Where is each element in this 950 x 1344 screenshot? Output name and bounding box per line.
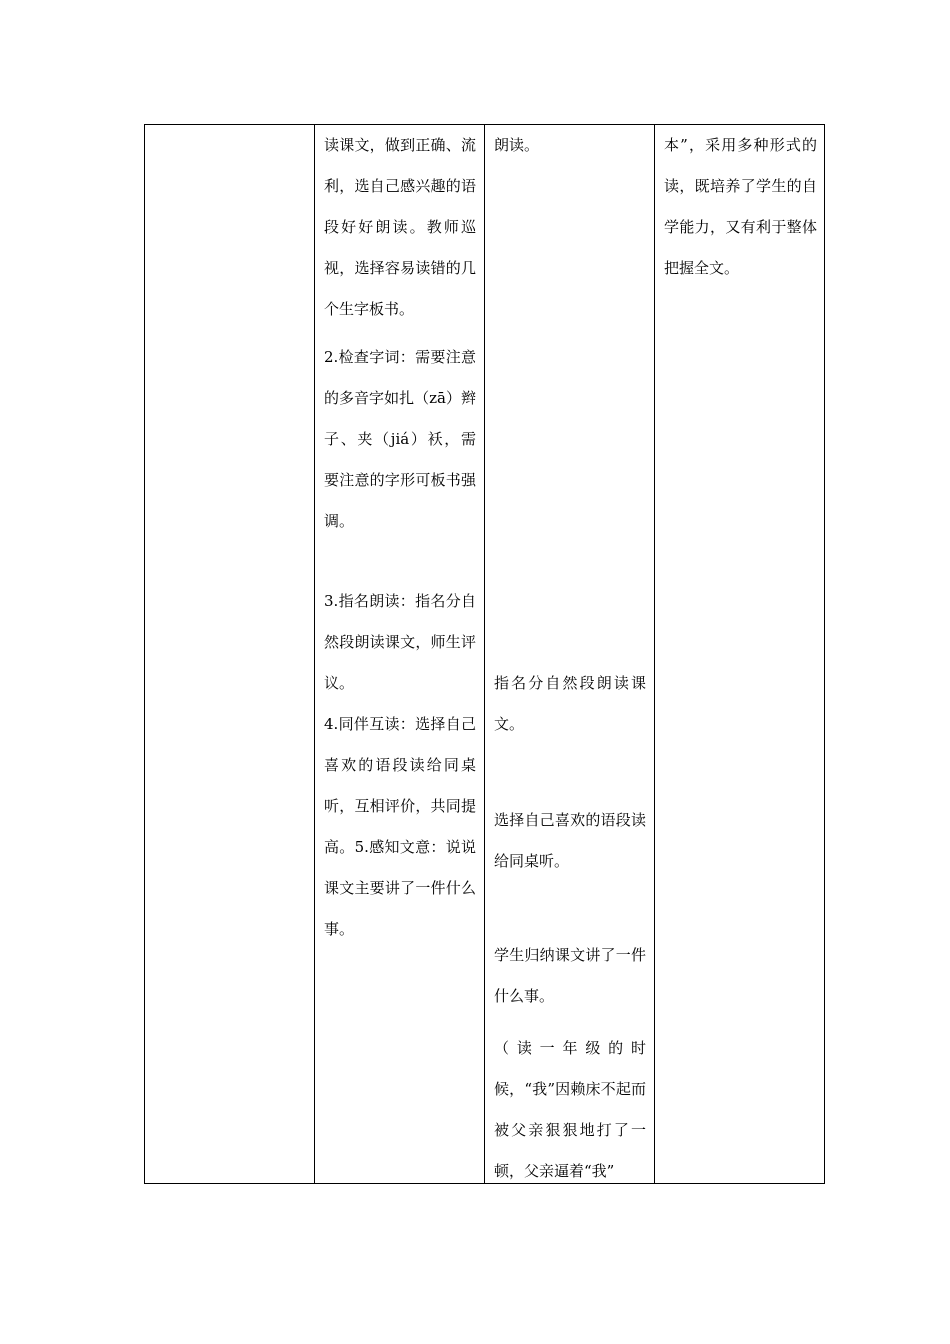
column-3-cell (485, 125, 654, 1183)
col2-paragraph-3: 3.指名朗读：指名分自然段朗读课文，师生评议。 (324, 592, 476, 692)
col2-paragraph-1: 读课文，做到正确、流利，选自己感兴趣的语段好好朗读。教师巡视，选择容易读错的几个生字板书。 (324, 136, 476, 318)
lesson-plan-table (144, 124, 825, 1184)
column-2-cell (315, 125, 484, 1183)
col3-paragraph-3: 选择自己喜欢的语段读给同桌听。 (494, 811, 646, 870)
col3-paragraph-4: 学生归纳课文讲了一件什么事。 (494, 946, 646, 1005)
col2-paragraph-2: 2.检查字词：需要注意的多音字如扎（zā）辫子、夹（jiá）袄，需要注意的字形可板书强调。 (324, 348, 476, 530)
column-1-cell (145, 125, 314, 1183)
col4-paragraph-1: 本”，采用多种形式的读，既培养了学生的自学能力，又有利于整体把握全文。 (664, 136, 817, 277)
col2-paragraph-4: 4.同伴互读：选择自己喜欢的语段读给同桌听，互相评价，共同提高。5.感知文意：说说课文主要讲了一件什么事。 (324, 715, 476, 938)
col3-paragraph-2: 指名分自然段朗读课文。 (494, 674, 646, 733)
col3-paragraph-5: （读一年级的时候，“我”因赖床不起而被父亲狠狠地打了一顿，父亲逼着“我” (494, 1039, 646, 1180)
col3-paragraph-1: 朗读。 (494, 136, 540, 154)
column-4-cell (655, 125, 825, 1183)
